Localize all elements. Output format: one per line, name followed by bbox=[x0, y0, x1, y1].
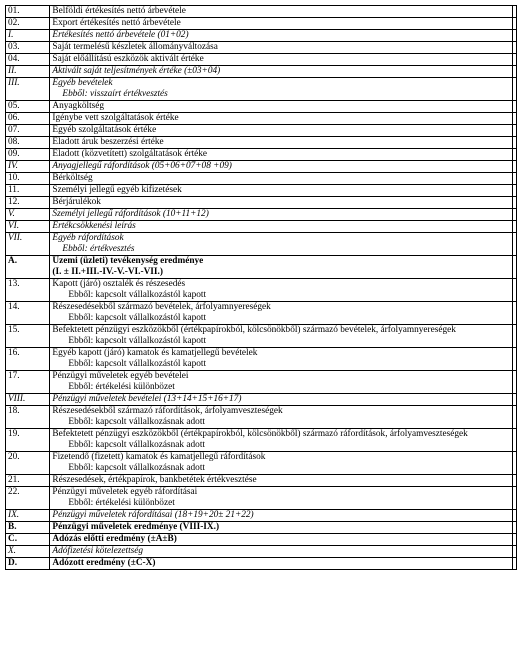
table-row bbox=[6, 221, 517, 233]
row-sublabel: Ebből: visszaírt értékvesztés bbox=[62, 89, 168, 99]
row-value-cell[interactable] bbox=[513, 161, 517, 173]
row-code: 04. bbox=[6, 54, 50, 66]
row-value-cell[interactable] bbox=[513, 101, 517, 113]
table-row bbox=[6, 66, 517, 78]
row-code: VI. bbox=[6, 221, 50, 233]
row-code: D. bbox=[6, 558, 50, 570]
row-code: 06. bbox=[6, 113, 50, 125]
table-row bbox=[6, 325, 517, 348]
table-row bbox=[6, 101, 517, 113]
row-description bbox=[50, 42, 513, 54]
row-value-cell[interactable] bbox=[513, 221, 517, 233]
row-description bbox=[50, 30, 513, 42]
table-row bbox=[6, 18, 517, 30]
row-label: Egyéb ráfordítások bbox=[52, 233, 124, 243]
row-code: 18. bbox=[6, 406, 50, 429]
table-row bbox=[6, 534, 517, 546]
row-sublabel: Ebből: értékvesztés bbox=[62, 244, 135, 254]
row-label: Saját termelésű készletek állományváltozása bbox=[52, 42, 218, 52]
row-description bbox=[50, 302, 513, 325]
table-row bbox=[6, 522, 517, 534]
table-row bbox=[6, 233, 517, 256]
row-description bbox=[50, 546, 513, 558]
row-label: Igénybe vett szolgáltatások értéke bbox=[52, 113, 179, 123]
row-label: Pénzügyi műveletek bevételei (13+14+15+16+17) bbox=[52, 394, 242, 404]
row-description bbox=[50, 256, 513, 279]
row-value-cell[interactable] bbox=[513, 78, 517, 101]
table-row bbox=[6, 302, 517, 325]
row-code: 11. bbox=[6, 185, 50, 197]
row-code: IX. bbox=[6, 510, 50, 522]
row-label: Eladott áruk beszerzési értéke bbox=[52, 137, 164, 147]
row-description bbox=[50, 348, 513, 371]
row-code: 03. bbox=[6, 42, 50, 54]
row-code: 19. bbox=[6, 429, 50, 452]
row-description bbox=[50, 161, 513, 173]
row-code: 10. bbox=[6, 173, 50, 185]
row-description bbox=[50, 406, 513, 429]
row-value-cell[interactable] bbox=[513, 209, 517, 221]
row-sublabel: Ebből: kapcsolt vállalkozásnak adott bbox=[68, 440, 205, 450]
row-value-cell[interactable] bbox=[513, 18, 517, 30]
row-label: Értékesítés nettó árbevétele (01+02) bbox=[52, 30, 189, 40]
row-code: VII. bbox=[6, 233, 50, 256]
row-label: Bérköltség bbox=[52, 173, 93, 183]
row-description bbox=[50, 558, 513, 570]
row-label: Anyagköltség bbox=[52, 101, 105, 111]
row-sublabel: Ebből: kapcsolt vállalkozásnak adott bbox=[68, 417, 205, 427]
row-description bbox=[50, 149, 513, 161]
row-label-continuation: (I. ± II.+III.-IV.-V.-VI.-VII.) bbox=[52, 267, 163, 277]
row-label: Adózott eredmény (±C-X) bbox=[52, 558, 156, 568]
row-value-cell[interactable] bbox=[513, 233, 517, 256]
table-row bbox=[6, 558, 517, 570]
row-value-cell[interactable] bbox=[513, 185, 517, 197]
row-code: 14. bbox=[6, 302, 50, 325]
row-value-cell[interactable] bbox=[513, 534, 517, 546]
row-description bbox=[50, 66, 513, 78]
row-code: 01. bbox=[6, 6, 50, 18]
row-value-cell[interactable] bbox=[513, 137, 517, 149]
row-code: C. bbox=[6, 534, 50, 546]
row-code: 08. bbox=[6, 137, 50, 149]
row-value-cell[interactable] bbox=[513, 546, 517, 558]
row-label: Egyéb szolgáltatások értéke bbox=[52, 125, 157, 135]
row-description bbox=[50, 487, 513, 510]
row-label: Részesedések, értékpapírok, bankbetétek értékvesztése bbox=[52, 475, 257, 485]
row-sublabel: Ebből: kapcsolt vállalkozásnak adott bbox=[68, 463, 205, 473]
row-value-cell[interactable] bbox=[513, 66, 517, 78]
table-row bbox=[6, 42, 517, 54]
row-label: Értékcsökkenési leírás bbox=[52, 221, 136, 231]
row-description bbox=[50, 279, 513, 302]
table-row bbox=[6, 161, 517, 173]
table-row bbox=[6, 475, 517, 487]
row-code: 02. bbox=[6, 18, 50, 30]
table-row bbox=[6, 452, 517, 475]
row-code: 17. bbox=[6, 371, 50, 394]
row-label: Pénzügyi műveletek egyéb bevételei bbox=[52, 371, 189, 381]
row-description bbox=[50, 6, 513, 18]
row-value-cell[interactable] bbox=[513, 558, 517, 570]
row-description bbox=[50, 125, 513, 137]
row-label: Pénzügyi műveletek eredménye (VIII-IX.) bbox=[52, 522, 220, 532]
table-row bbox=[6, 209, 517, 221]
row-description bbox=[50, 137, 513, 149]
row-code: 21. bbox=[6, 475, 50, 487]
row-code: 16. bbox=[6, 348, 50, 371]
row-description bbox=[50, 173, 513, 185]
income-statement-sheet bbox=[5, 5, 517, 570]
row-label: Befektetett pénzügyi eszközökből (értékpapírokból, kölcsönökből) származó bevételek, árfolyamnyereségek bbox=[52, 325, 456, 335]
row-value-cell[interactable] bbox=[513, 302, 517, 325]
row-description bbox=[50, 394, 513, 406]
table-row bbox=[6, 113, 517, 125]
row-value-cell[interactable] bbox=[513, 487, 517, 510]
row-code: 07. bbox=[6, 125, 50, 137]
row-description bbox=[50, 429, 513, 452]
row-description bbox=[50, 197, 513, 209]
row-value-cell[interactable] bbox=[513, 325, 517, 348]
row-value-cell[interactable] bbox=[513, 429, 517, 452]
row-code: IV. bbox=[6, 161, 50, 173]
row-description bbox=[50, 78, 513, 101]
table-row bbox=[6, 6, 517, 18]
row-label: Kapott (járó) osztalék és részesedés bbox=[52, 279, 186, 289]
table-row bbox=[6, 173, 517, 185]
row-value-cell[interactable] bbox=[513, 279, 517, 302]
table-row bbox=[6, 185, 517, 197]
row-code: V. bbox=[6, 209, 50, 221]
row-description bbox=[50, 101, 513, 113]
row-label: Saját előállítású eszközök aktivált értéke bbox=[52, 54, 204, 64]
row-code: 12. bbox=[6, 197, 50, 209]
row-value-cell[interactable] bbox=[513, 149, 517, 161]
row-description bbox=[50, 510, 513, 522]
row-description bbox=[50, 325, 513, 348]
table-row bbox=[6, 279, 517, 302]
table-row bbox=[6, 406, 517, 429]
table-row bbox=[6, 348, 517, 371]
table-row bbox=[6, 78, 517, 101]
row-description bbox=[50, 475, 513, 487]
row-value-cell[interactable] bbox=[513, 42, 517, 54]
table-row bbox=[6, 546, 517, 558]
row-code: 20. bbox=[6, 452, 50, 475]
row-value-cell[interactable] bbox=[513, 30, 517, 42]
row-label: Adófizetési kötelezettség bbox=[52, 546, 144, 556]
table-row bbox=[6, 256, 517, 279]
row-value-cell[interactable] bbox=[513, 348, 517, 371]
row-label: Üzemi (üzleti) tevékenység eredménye bbox=[52, 256, 204, 266]
row-label: Egyéb bevételek bbox=[52, 78, 113, 88]
row-code: A. bbox=[6, 256, 50, 279]
table-row bbox=[6, 30, 517, 42]
row-description bbox=[50, 18, 513, 30]
table-row bbox=[6, 54, 517, 66]
row-value-cell[interactable] bbox=[513, 173, 517, 185]
row-sublabel: Ebből: kapcsolt vállalkozástól kapott bbox=[68, 359, 207, 369]
row-label: Bérjárulékok bbox=[52, 197, 101, 207]
row-value-cell[interactable] bbox=[513, 475, 517, 487]
row-value-cell[interactable] bbox=[513, 256, 517, 279]
row-value-cell[interactable] bbox=[513, 54, 517, 66]
row-sublabel: Ebből: értékelési különbözet bbox=[68, 382, 175, 392]
row-code: II. bbox=[6, 66, 50, 78]
table-row bbox=[6, 125, 517, 137]
row-label: Fizetendő (fizetett) kamatok és kamatjellegű ráfordítások bbox=[52, 452, 266, 462]
row-sublabel: Ebből: kapcsolt vállalkozástól kapott bbox=[68, 336, 207, 346]
row-code: III. bbox=[6, 78, 50, 101]
row-value-cell[interactable] bbox=[513, 394, 517, 406]
row-label: Belföldi értékesítés nettó árbevétele bbox=[52, 6, 186, 16]
row-sublabel: Ebből: értékelési különbözet bbox=[68, 498, 175, 508]
row-value-cell[interactable] bbox=[513, 522, 517, 534]
row-sublabel: Ebből: kapcsolt vállalkozástól kapott bbox=[68, 290, 207, 300]
row-description bbox=[50, 534, 513, 546]
table-row bbox=[6, 149, 517, 161]
row-description bbox=[50, 209, 513, 221]
row-value-cell[interactable] bbox=[513, 113, 517, 125]
row-code: 13. bbox=[6, 279, 50, 302]
row-code: 05. bbox=[6, 101, 50, 113]
row-description bbox=[50, 185, 513, 197]
row-label: Egyéb kapott (járó) kamatok és kamatjellegű bevételek bbox=[52, 348, 258, 358]
row-label: Anyagjellegű ráfordítások (05+06+07+08 +09) bbox=[52, 161, 232, 171]
row-description bbox=[50, 233, 513, 256]
row-code: VIII. bbox=[6, 394, 50, 406]
row-code: I. bbox=[6, 30, 50, 42]
row-value-cell[interactable] bbox=[513, 452, 517, 475]
row-description bbox=[50, 452, 513, 475]
row-label: Részesedésekből származó ráfordítások, árfolyamveszteségek bbox=[52, 406, 283, 416]
row-label: Export értékesítés nettó árbevétele bbox=[52, 18, 181, 28]
row-value-cell[interactable] bbox=[513, 406, 517, 429]
row-label: Aktivált saját teljesítmények értéke (±03+04) bbox=[52, 66, 221, 76]
row-label: Pénzügyi műveletek ráfordításai (18+19+20± 21+22) bbox=[52, 510, 254, 520]
table-row bbox=[6, 429, 517, 452]
table-row bbox=[6, 197, 517, 209]
row-description bbox=[50, 522, 513, 534]
row-code: 09. bbox=[6, 149, 50, 161]
row-code: 15. bbox=[6, 325, 50, 348]
row-value-cell[interactable] bbox=[513, 6, 517, 18]
row-value-cell[interactable] bbox=[513, 371, 517, 394]
row-value-cell[interactable] bbox=[513, 125, 517, 137]
row-description bbox=[50, 113, 513, 125]
table-row bbox=[6, 371, 517, 394]
row-description bbox=[50, 371, 513, 394]
row-label: Befektetett pénzügyi eszközökből (értékpapírokból, kölcsönökből) származó ráfordítások, árfolyamveszteségek bbox=[52, 429, 468, 439]
table-row bbox=[6, 510, 517, 522]
table-row bbox=[6, 137, 517, 149]
row-label: Személyi jellegű ráfordítások (10+11+12) bbox=[52, 209, 209, 219]
row-value-cell[interactable] bbox=[513, 197, 517, 209]
row-code: X. bbox=[6, 546, 50, 558]
row-value-cell[interactable] bbox=[513, 510, 517, 522]
row-sublabel: Ebből: kapcsolt vállalkozástól kapott bbox=[68, 313, 207, 323]
row-label: Pénzügyi műveletek egyéb ráfordításai bbox=[52, 487, 198, 497]
income-statement-table bbox=[5, 5, 517, 570]
row-code: B. bbox=[6, 522, 50, 534]
row-label: Személyi jellegű egyéb kifizetések bbox=[52, 185, 182, 195]
table-row bbox=[6, 394, 517, 406]
row-code: 22. bbox=[6, 487, 50, 510]
row-label: Adózás előtti eredmény (±A±B) bbox=[52, 534, 177, 544]
row-description bbox=[50, 54, 513, 66]
row-description bbox=[50, 221, 513, 233]
row-label: Részesedésekből származó bevételek, árfolyamnyereségek bbox=[52, 302, 271, 312]
row-label: Eladott (közvetített) szolgáltatások értéke bbox=[52, 149, 208, 159]
table-row bbox=[6, 487, 517, 510]
